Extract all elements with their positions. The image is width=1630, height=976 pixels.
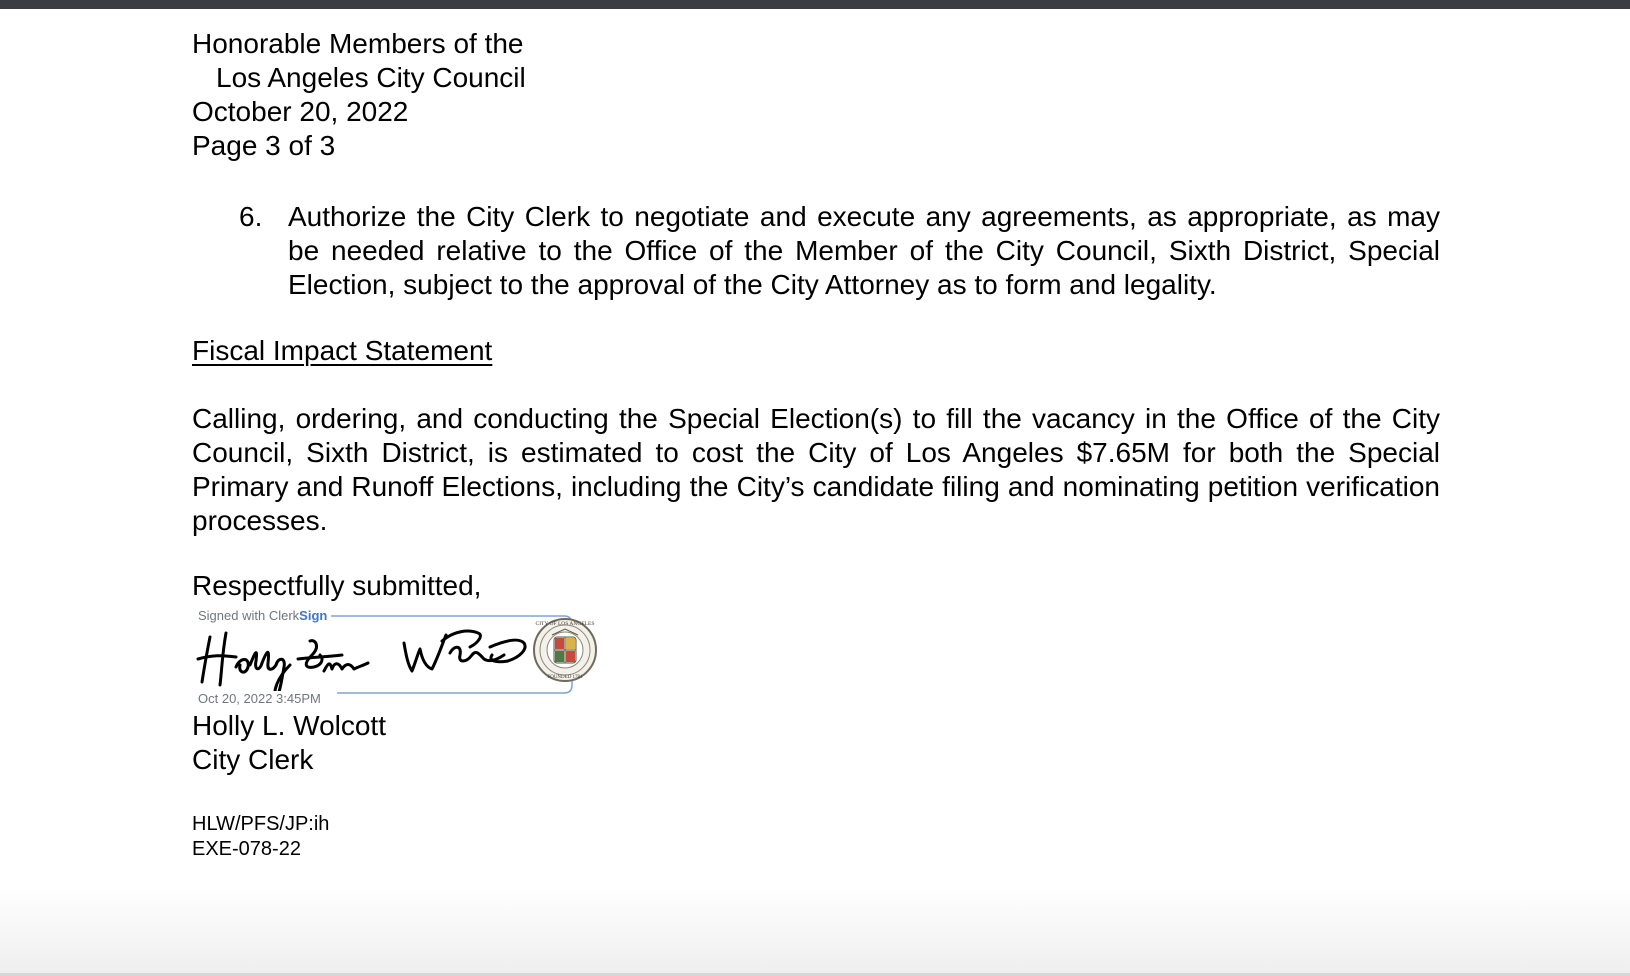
page-number: Page 3 of 3 (192, 130, 336, 161)
svg-text:CITY OF LOS ANGELES: CITY OF LOS ANGELES (535, 621, 595, 627)
fiscal-impact-heading: Fiscal Impact Statement (192, 335, 493, 366)
clerksign-brand: Sign (299, 608, 328, 623)
signer-name: Holly L. Wolcott (192, 710, 386, 741)
viewer-top-bar (0, 0, 1630, 9)
letter-date: October 20, 2022 (192, 96, 409, 127)
signer-title: City Clerk (192, 744, 314, 775)
fiscal-impact-text: Calling, ordering, and conducting the Special Election(s) to fill the vacancy in the Office of the City Council, Sixth District, is estimated to cost the City of Los Angeles $7.65M for both the Special Primary and Runoff Elections, including the City’s candidate filing and nominating petition verification processes. (192, 403, 1440, 536)
addressee-line-2: Los Angeles City Council (216, 62, 526, 93)
city-seal-icon (534, 619, 596, 681)
reference-initials: HLW/PFS/JP:ih (192, 813, 330, 835)
addressee-line-1: Honorable Members of the (192, 28, 524, 59)
signature-block (192, 607, 612, 707)
reference-document-id: EXE-078-22 (192, 838, 301, 860)
signed-with-prefix: Signed with Clerk (198, 608, 300, 623)
signed-with-label (198, 608, 331, 624)
svg-text:FOUNDED 1781: FOUNDED 1781 (547, 675, 583, 680)
signature-date: Oct 20, 2022 3:45PM (198, 691, 325, 707)
item-number: 6. (239, 201, 263, 232)
item-text: Authorize the City Clerk to negotiate and execute any agreements, as appropriate, as may be needed relative to the Office of the Member of the City Council, Sixth District, Special Election, subject to the approval of the City Attorney as to form and legality. (288, 201, 1440, 300)
document-page (0, 9, 1630, 889)
viewer-bottom-fade (0, 886, 1630, 976)
closing-salutation: Respectfully submitted, (192, 570, 482, 601)
